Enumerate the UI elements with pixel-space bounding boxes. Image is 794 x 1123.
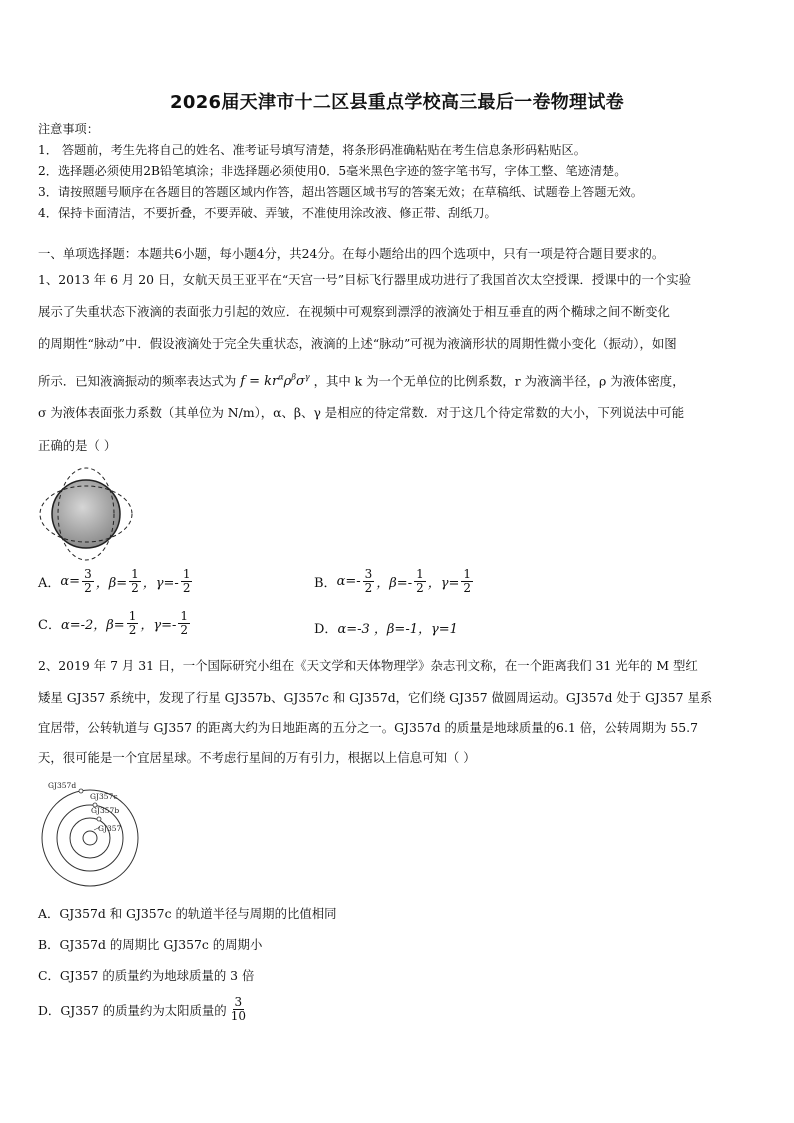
q1-option-b[interactable]: B． α=- $\frac{3}{2}$ ，β=- $\frac{1}{2}$ ，γ= $\frac{1}{2}$ [314,567,472,595]
q1-line-1: 1、2013 年 6 月 20 日，女航天员王亚平在“天宫一号”目标飞行器里成功进行了我国首次太空授课．授课中的一个实验 [38,272,692,287]
note-1: 1． 答题前，考生先将自己的姓名、准考证号填写清楚，将条形码准确粘贴在考生信息条形码粘贴区。 [38,143,586,157]
orbit-diagram [38,778,160,890]
section-heading: 一、单项选择题：本题共6小题，每小题4分，共24分。在每小题给出的四个选项中，只有一项是符合题目要求的。 [38,246,665,261]
q2-option-a[interactable]: A．GJ357d 和 GJ357c 的轨道半径与周期的比值相同 [38,906,337,921]
label-gj357b: GJ357b [91,806,120,815]
q2-line-1: 2、2019 年 7 月 31 日，一个国际研究小组在《天文学和天体物理学》杂志刊文称，在一个距离我们 31 光年的 M 型红 [38,658,698,673]
label-gj357c: GJ357c [90,792,118,801]
q2-line-4: 天，很可能是一个宜居星球。不考虑行星间的万有引力，根据以上信息可知（ ） [38,750,476,765]
notes-heading: 注意事项： [38,122,99,136]
page-title: 2026届天津市十二区县重点学校高三最后一卷物理试卷 [170,92,624,113]
q1-line-3: 的周期性“脉动”中．假设液滴处于完全失重状态，液滴的上述“脉动”可视为液滴形状的周期性微小变化（振动），如图 [38,336,677,351]
planet-b [97,817,101,821]
q2-option-d[interactable]: D．GJ357 的质量约为太阳质量的 $\frac{3}{10}$ [38,995,246,1023]
frequency-formula: $f = kr^\alpha\rho^\beta\sigma^\gamma$ [240,373,310,390]
note-3: 3．请按照题号顺序在各题目的答题区域内作答，超出答题区域书写的答案无效；在草稿纸、试题卷上答题无效。 [38,185,643,199]
q1-line-2: 展示了失重状态下液滴的表面张力引起的效应．在视频中可观察到漂浮的液滴处于相互垂直的两个椭球之间不断变化 [38,304,670,319]
label-gj357d: GJ357d [48,781,77,790]
q1-line-4-pre: 所示．已知液滴振动的频率表达式为 [38,373,237,389]
planet-d [79,789,83,793]
note-4: 4．保持卡面清洁，不要折叠，不要弄破、弄皱，不准使用涂改液、修正带、刮纸刀。 [38,206,497,220]
q1-option-c[interactable]: C． α=-2，β= $\frac{1}{2}$ ，γ=- $\frac{1}{2}$ [38,609,189,637]
label-gj357: GJ357 [98,824,122,833]
star-gj357 [83,831,97,845]
q2-line-2: 矮星 GJ357 系统中，发现了行星 GJ357b、GJ357c 和 GJ357d，它们绕 GJ357 做圆周运动。GJ357d 处于 GJ357 星系 [38,690,713,705]
q2-option-c[interactable]: C．GJ357 的质量约为地球质量的 3 倍 [38,968,255,983]
q1-option-d[interactable]: D． α=-3 ，β=-1，γ=1 [314,622,458,637]
note-2: 2．选择题必须使用2B铅笔填涂；非选择题必须使用0．5毫米黑色字迹的签字笔书写，字体工整、笔迹清楚。 [38,164,627,178]
q1-line-5: σ 为液体表面张力系数（其单位为 N/m），α、β、γ 是相应的待定常数．对于这几个待定常数的大小，下列说法中可能 [38,405,685,420]
q1-line-4 [38,368,758,392]
fraction-3-10: $\frac{3}{10}$ [230,995,246,1023]
q1-option-a[interactable]: A． α= $\frac{3}{2}$ ，β= $\frac{1}{2}$ ，γ=- $\frac{1}{2}$ [38,567,191,595]
q1-line-4-post: ，其中 k 为一个无单位的比例系数，r 为液滴半径，ρ 为液体密度， [313,373,685,389]
q2-line-3: 宜居带，公转轨道与 GJ357 的距离大约为日地距离的五分之一。GJ357d 的质量是地球质量的6.1 倍，公转周期为 55.7 [38,720,698,735]
q2-option-b[interactable]: B．GJ357d 的周期比 GJ357c 的周期小 [38,937,263,952]
q1-line-6: 正确的是（ ） [38,438,117,453]
droplet-figure [38,466,134,562]
